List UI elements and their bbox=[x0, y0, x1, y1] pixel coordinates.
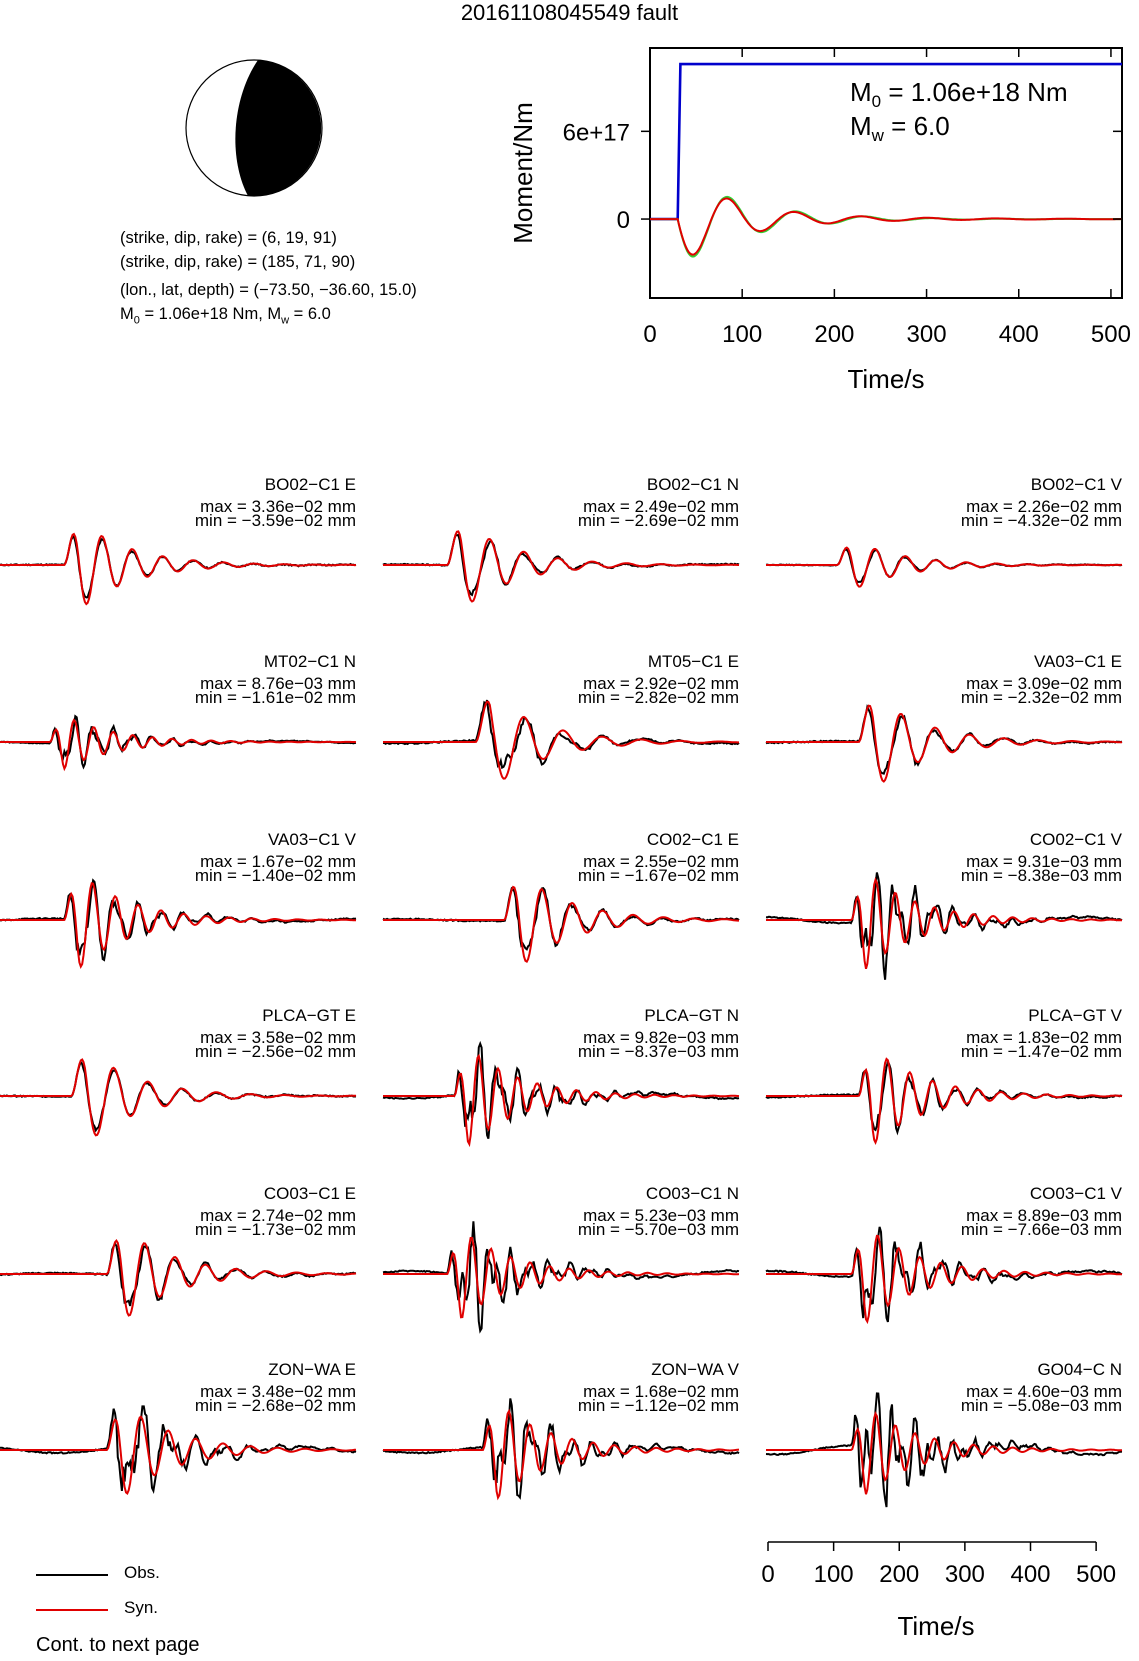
observed-trace bbox=[383, 1221, 739, 1331]
waveform-panel bbox=[383, 1184, 739, 1339]
moment-x-tick-label: 0 bbox=[643, 321, 657, 348]
waveform-plot bbox=[0, 830, 356, 985]
min-amplitude-label: min = −2.56e−02 mm bbox=[194, 1042, 356, 1061]
max-amplitude-label: max = 2.26e−02 mm bbox=[966, 497, 1122, 516]
min-amplitude-label: min = −7.66e−03 mm bbox=[960, 1220, 1122, 1239]
station-label: ZON−WA E bbox=[268, 1360, 356, 1379]
station-label: CO03−C1 E bbox=[263, 1184, 356, 1203]
min-amplitude-label: min = −1.73e−02 mm bbox=[194, 1220, 356, 1239]
min-amplitude-label: min = −2.82e−02 mm bbox=[577, 688, 739, 707]
legend-obs-swatch bbox=[36, 1574, 108, 1576]
waveform-x-tick-label: 0 bbox=[761, 1561, 775, 1588]
synthetic-trace bbox=[0, 1417, 356, 1494]
waveform-x-tick-label: 400 bbox=[1010, 1561, 1051, 1588]
figure-title: 20161108045549 fault bbox=[460, 0, 679, 25]
moment-x-tick-label: 500 bbox=[1090, 321, 1131, 348]
waveform-plot bbox=[0, 1184, 356, 1339]
min-amplitude-label: min = −1.12e−02 mm bbox=[577, 1396, 739, 1415]
min-amplitude-label: min = −5.70e−03 mm bbox=[577, 1220, 739, 1239]
waveform-panel bbox=[766, 1006, 1122, 1161]
observed-trace bbox=[383, 1044, 739, 1139]
max-amplitude-label: max = 3.36e−02 mm bbox=[200, 497, 356, 516]
waveform-plot bbox=[0, 1006, 356, 1161]
station-label: VA03−C1 E bbox=[1033, 652, 1122, 671]
moment-function-chart bbox=[480, 40, 1139, 410]
mw-subscript: w bbox=[281, 314, 290, 327]
waveform-panel bbox=[0, 1006, 356, 1161]
moment-x-axis-label: Time/s bbox=[847, 364, 925, 394]
station-label: BO02−C1 V bbox=[1030, 475, 1122, 494]
synthetic-trace bbox=[383, 887, 739, 962]
min-amplitude-label: min = −1.40e−02 mm bbox=[194, 866, 356, 885]
nodal-plane-2: (strike, dip, rake) = (185, 71, 90) bbox=[120, 253, 356, 271]
station-label: BO02−C1 N bbox=[646, 475, 739, 494]
max-amplitude-label: max = 2.55e−02 mm bbox=[583, 852, 739, 871]
moment-x-tick-label: 300 bbox=[906, 321, 947, 348]
synthetic-trace bbox=[0, 1241, 356, 1316]
max-amplitude-label: max = 3.58e−02 mm bbox=[200, 1028, 356, 1047]
waveform-panel bbox=[766, 1360, 1122, 1515]
min-amplitude-label: min = −1.61e−02 mm bbox=[194, 688, 356, 707]
m0-value: = 1.06e+18 Nm, M bbox=[139, 305, 282, 323]
waveform-plot bbox=[0, 652, 356, 807]
max-amplitude-label: max = 3.48e−02 mm bbox=[200, 1382, 356, 1401]
station-label: GO04−C N bbox=[1037, 1360, 1122, 1379]
station-label: CO02−C1 E bbox=[646, 830, 739, 849]
waveform-axis-ticks bbox=[761, 1542, 1116, 1588]
observed-trace bbox=[383, 700, 739, 768]
min-amplitude-label: min = −8.37e−03 mm bbox=[577, 1042, 739, 1061]
max-amplitude-label: max = 1.68e−02 mm bbox=[583, 1382, 739, 1401]
observed-trace bbox=[383, 888, 739, 949]
synthetic-trace bbox=[0, 534, 356, 604]
moment-y-tick-label: 6e+17 bbox=[562, 119, 630, 147]
moment-y-tick-label: 0 bbox=[616, 207, 630, 235]
station-label: BO02−C1 E bbox=[264, 475, 356, 494]
station-label: PLCA−GT V bbox=[1028, 1006, 1122, 1025]
m0-subscript: 0 bbox=[133, 314, 140, 327]
min-amplitude-label: min = −2.69e−02 mm bbox=[577, 511, 739, 530]
observed-trace bbox=[0, 536, 356, 597]
station-label: ZON−WA V bbox=[651, 1360, 739, 1379]
waveform-panel bbox=[0, 1184, 356, 1339]
station-label: CO03−C1 N bbox=[645, 1184, 739, 1203]
min-amplitude-label: min = −3.59e−02 mm bbox=[194, 511, 356, 530]
waveform-panel bbox=[0, 652, 356, 807]
station-label: VA03−C1 V bbox=[267, 830, 356, 849]
moment-y-axis-label: Moment/Nm bbox=[508, 102, 538, 244]
moment-series-1 bbox=[650, 197, 1122, 257]
synthetic-trace bbox=[383, 1238, 739, 1317]
synthetic-trace bbox=[766, 1414, 1122, 1495]
synthetic-trace bbox=[383, 1411, 739, 1497]
waveform-plot bbox=[766, 652, 1122, 807]
source-parameters bbox=[120, 226, 417, 332]
observed-trace bbox=[766, 873, 1122, 980]
waveform-panel bbox=[0, 1360, 356, 1515]
min-amplitude-label: min = −4.32e−02 mm bbox=[960, 511, 1122, 530]
waveform-panel bbox=[383, 652, 739, 807]
waveform-plot bbox=[766, 475, 1122, 630]
min-amplitude-label: min = −1.47e−02 mm bbox=[960, 1042, 1122, 1061]
waveform-x-axis-label: Time/s bbox=[897, 1611, 975, 1641]
moment-annotation-m0: $M_0 = 1.06e+18$ Nm bbox=[850, 77, 1068, 111]
waveform-panel bbox=[766, 475, 1122, 630]
waveform-x-tick-label: 100 bbox=[813, 1561, 854, 1588]
moment-x-tick-label: 100 bbox=[722, 321, 763, 348]
waveform-panel bbox=[766, 652, 1122, 807]
synthetic-trace bbox=[383, 702, 739, 779]
waveform-plot bbox=[383, 1184, 739, 1339]
waveform-plot bbox=[383, 475, 739, 630]
waveform-plot bbox=[766, 1184, 1122, 1339]
station-label: CO02−C1 V bbox=[1029, 830, 1122, 849]
max-amplitude-label: max = 8.89e−03 mm bbox=[966, 1206, 1122, 1225]
moment-x-tick-label: 400 bbox=[998, 321, 1039, 348]
observed-trace bbox=[383, 1396, 739, 1498]
waveform-x-tick-label: 300 bbox=[944, 1561, 985, 1588]
legend-obs-label: Obs. bbox=[124, 1563, 160, 1582]
legend-syn-label: Syn. bbox=[124, 1598, 159, 1617]
beachball-compressional-quadrant bbox=[235, 60, 321, 196]
continuation-note: Cont. to next page bbox=[36, 1634, 200, 1656]
station-label: PLCA−GT E bbox=[262, 1006, 356, 1025]
hypocenter-line: (lon., lat, depth) = (−73.50, −36.60, 15.0) bbox=[120, 281, 417, 299]
synthetic-trace bbox=[766, 548, 1122, 587]
station-label: MT05−C1 E bbox=[647, 652, 739, 671]
min-amplitude-label: min = −1.67e−02 mm bbox=[577, 866, 739, 885]
max-amplitude-label: max = 9.31e−03 mm bbox=[966, 852, 1122, 871]
nodal-plane-1: (strike, dip, rake) = (6, 19, 91) bbox=[120, 229, 337, 247]
waveform-panel bbox=[383, 475, 739, 630]
station-label: CO03−C1 V bbox=[1029, 1184, 1122, 1203]
max-amplitude-label: max = 9.82e−03 mm bbox=[583, 1028, 739, 1047]
waveform-plot bbox=[766, 1006, 1122, 1161]
waveform-plot bbox=[383, 652, 739, 807]
min-amplitude-label: min = −8.38e−03 mm bbox=[960, 866, 1122, 885]
max-amplitude-label: max = 4.60e−03 mm bbox=[966, 1382, 1122, 1401]
moment-x-tick-label: 200 bbox=[814, 321, 855, 348]
moment-series-2 bbox=[650, 199, 1122, 255]
waveform-plot bbox=[766, 1360, 1122, 1515]
synthetic-trace bbox=[383, 531, 739, 601]
mw-value: = 6.0 bbox=[289, 305, 331, 323]
waveform-panel bbox=[766, 830, 1122, 985]
focal-mechanism-beachball bbox=[184, 58, 324, 198]
waveform-plot bbox=[383, 1360, 739, 1515]
max-amplitude-label: max = 2.92e−02 mm bbox=[583, 674, 739, 693]
waveform-x-tick-label: 200 bbox=[879, 1561, 920, 1588]
min-amplitude-label: min = −2.68e−02 mm bbox=[194, 1396, 356, 1415]
max-amplitude-label: max = 3.09e−02 mm bbox=[966, 674, 1122, 693]
m0-symbol: M bbox=[120, 305, 134, 323]
max-amplitude-label: max = 1.83e−02 mm bbox=[966, 1028, 1122, 1047]
synthetic-trace bbox=[766, 1059, 1122, 1143]
max-amplitude-label: max = 5.23e−03 mm bbox=[583, 1206, 739, 1225]
synthetic-trace bbox=[766, 1236, 1122, 1322]
waveform-plot bbox=[766, 830, 1122, 985]
max-amplitude-label: max = 2.74e−02 mm bbox=[200, 1206, 356, 1225]
max-amplitude-label: max = 1.67e−02 mm bbox=[200, 852, 356, 871]
synthetic-trace bbox=[766, 880, 1122, 969]
waveform-time-axis bbox=[748, 1530, 1139, 1661]
moment-annotation-mw: $M_w = 6.0$ bbox=[850, 111, 950, 145]
waveform-panel bbox=[0, 830, 356, 985]
waveform-plot bbox=[383, 830, 739, 985]
legend-syn-swatch bbox=[36, 1609, 108, 1611]
synthetic-trace bbox=[766, 706, 1122, 782]
min-amplitude-label: min = −5.08e−03 mm bbox=[960, 1396, 1122, 1415]
station-label: PLCA−GT N bbox=[644, 1006, 739, 1025]
waveform-panel bbox=[383, 1006, 739, 1161]
waveform-plot bbox=[0, 475, 356, 630]
waveform-plot bbox=[0, 1360, 356, 1515]
waveform-plot bbox=[383, 1006, 739, 1161]
waveform-panel bbox=[383, 1360, 739, 1515]
min-amplitude-label: min = −2.32e−02 mm bbox=[960, 688, 1122, 707]
max-amplitude-label: max = 8.76e−03 mm bbox=[200, 674, 356, 693]
waveform-panel bbox=[0, 475, 356, 630]
waveform-panel bbox=[383, 830, 739, 985]
max-amplitude-label: max = 2.49e−02 mm bbox=[583, 497, 739, 516]
waveform-panel bbox=[766, 1184, 1122, 1339]
magnitude-line bbox=[120, 302, 417, 332]
station-label: MT02−C1 N bbox=[263, 652, 356, 671]
waveform-x-tick-label: 500 bbox=[1076, 1561, 1117, 1588]
synthetic-trace bbox=[0, 883, 356, 966]
